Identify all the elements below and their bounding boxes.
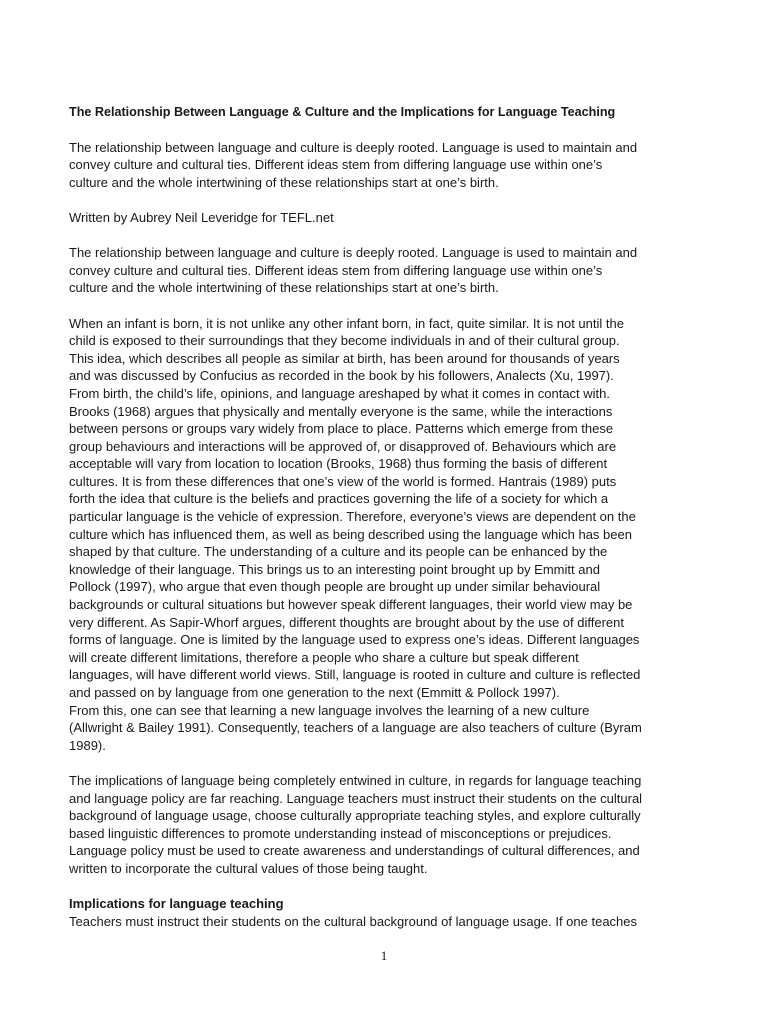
body-line: Brooks (1968) argues that physically and mentally everyone is the same, while the interactions <box>69 403 613 419</box>
byline-text: Written by Aubrey Neil Leveridge for TEFL.net <box>69 209 334 225</box>
page-number: 1 <box>380 948 388 963</box>
body-continuation-paragraph <box>69 702 703 755</box>
repeat-paragraph <box>69 244 703 297</box>
body-line: group behaviours and interactions will be approved of, or disapproved of. Behaviours which are <box>69 438 617 454</box>
body-line: will create different limitations, therefore a people who share a culture but speak different <box>69 649 579 665</box>
intro-line: The relationship between language and culture is deeply rooted. Language is used to maintain and <box>69 139 638 155</box>
body-line: When an infant is born, it is not unlike any other infant born, in fact, quite similar. It is not until the <box>69 315 624 331</box>
intro-paragraph <box>69 139 703 192</box>
implications-line: based linguistic differences to promote understanding instead of misconceptions or prejudices. <box>69 825 612 841</box>
body-line: backgrounds or cultural situations but however speak different languages, their world view may be <box>69 597 633 613</box>
implications-line: Language policy must be used to create awareness and understandings of cultural differences, and <box>69 843 640 859</box>
implications-line: The implications of language being completely entwined in culture, in regards for language teaching <box>69 772 642 788</box>
body-line: From this, one can see that learning a new language involves the learning of a new culture <box>69 702 590 718</box>
body-line: (Allwright & Bailey 1991). Consequently, teachers of a language are also teachers of culture (Byram <box>69 720 642 736</box>
implications-line: and language policy are far reaching. Language teachers must instruct their students on the cultural <box>69 790 643 806</box>
document-content <box>69 104 703 930</box>
byline <box>69 209 703 227</box>
body-line: and passed on by language from one generation to the next (Emmitt & Pollock 1997). <box>69 685 560 700</box>
body-line: very different. As Sapir-Whorf argues, different thoughts are brought about by the use of different <box>69 614 625 630</box>
body-line: between persons or groups vary widely from place to place. Patterns which emerge from these <box>69 421 614 437</box>
repeat-line: convey culture and cultural ties. Different ideas stem from differing language use within one’s <box>69 262 603 278</box>
body-line: and was discussed by Confucius as recorded in the book by his followers, Analects (Xu, 1997). <box>69 368 614 384</box>
body-line: Pollock (1997), who argue that even though people are brought up under similar behavioural <box>69 579 601 595</box>
section-line: Teachers must instruct their students on the cultural background of language usage. If one teaches <box>69 913 638 929</box>
implications-paragraph <box>69 772 703 878</box>
intro-line: culture and the whole intertwining of these relationships start at one’s birth. <box>69 174 499 190</box>
section-paragraph <box>69 913 703 931</box>
body-line: forms of language. One is limited by the language used to express one’s ideas. Different languages <box>69 632 640 648</box>
intro-line: convey culture and cultural ties. Different ideas stem from differing language use within one’s <box>69 157 603 173</box>
body-paragraph <box>69 315 703 702</box>
body-line: shaped by that culture. The understanding of a culture and its people can be enhanced by the <box>69 544 608 560</box>
body-line: cultures. It is from these differences that one’s view of the world is formed. Hantrais (1989) puts <box>69 473 617 489</box>
body-line: knowledge of their language. This brings us to an interesting point brought up by Emmitt and <box>69 561 600 577</box>
body-line: acceptable will vary from location to location (Brooks, 1968) thus forming the basis of different <box>69 456 608 472</box>
implications-line: written to incorporate the cultural values of those being taught. <box>69 860 428 876</box>
section-heading: Implications for language teaching <box>69 896 284 912</box>
body-line: This idea, which describes all people as similar at birth, has been around for thousands of years <box>69 350 620 366</box>
body-line: From birth, the child’s life, opinions, and language areshaped by what it comes in contact with. <box>69 385 611 401</box>
body-line: particular language is the vehicle of expression. Therefore, everyone’s views are dependent on the <box>69 509 636 525</box>
repeat-line: The relationship between language and culture is deeply rooted. Language is used to maintain and <box>69 245 638 261</box>
body-line: forth the idea that culture is the beliefs and practices governing the life of a society for which a <box>69 491 609 507</box>
body-line: culture which has influenced them, as well as being described using the language which has been <box>69 526 632 542</box>
body-line: child is exposed to their surroundings that they become individuals in and of their cultural group. <box>69 333 620 349</box>
repeat-line: culture and the whole intertwining of these relationships start at one’s birth. <box>69 280 499 296</box>
document-title: The Relationship Between Language & Culture and the Implications for Language Teaching <box>69 105 616 119</box>
body-line: 1989). <box>69 737 106 753</box>
body-line: languages, will have different world views. Still, language is rooted in culture and culture is reflected <box>69 667 641 683</box>
implications-line: background of language usage, choose culturally appropriate teaching styles, and explore culturally <box>69 808 641 824</box>
